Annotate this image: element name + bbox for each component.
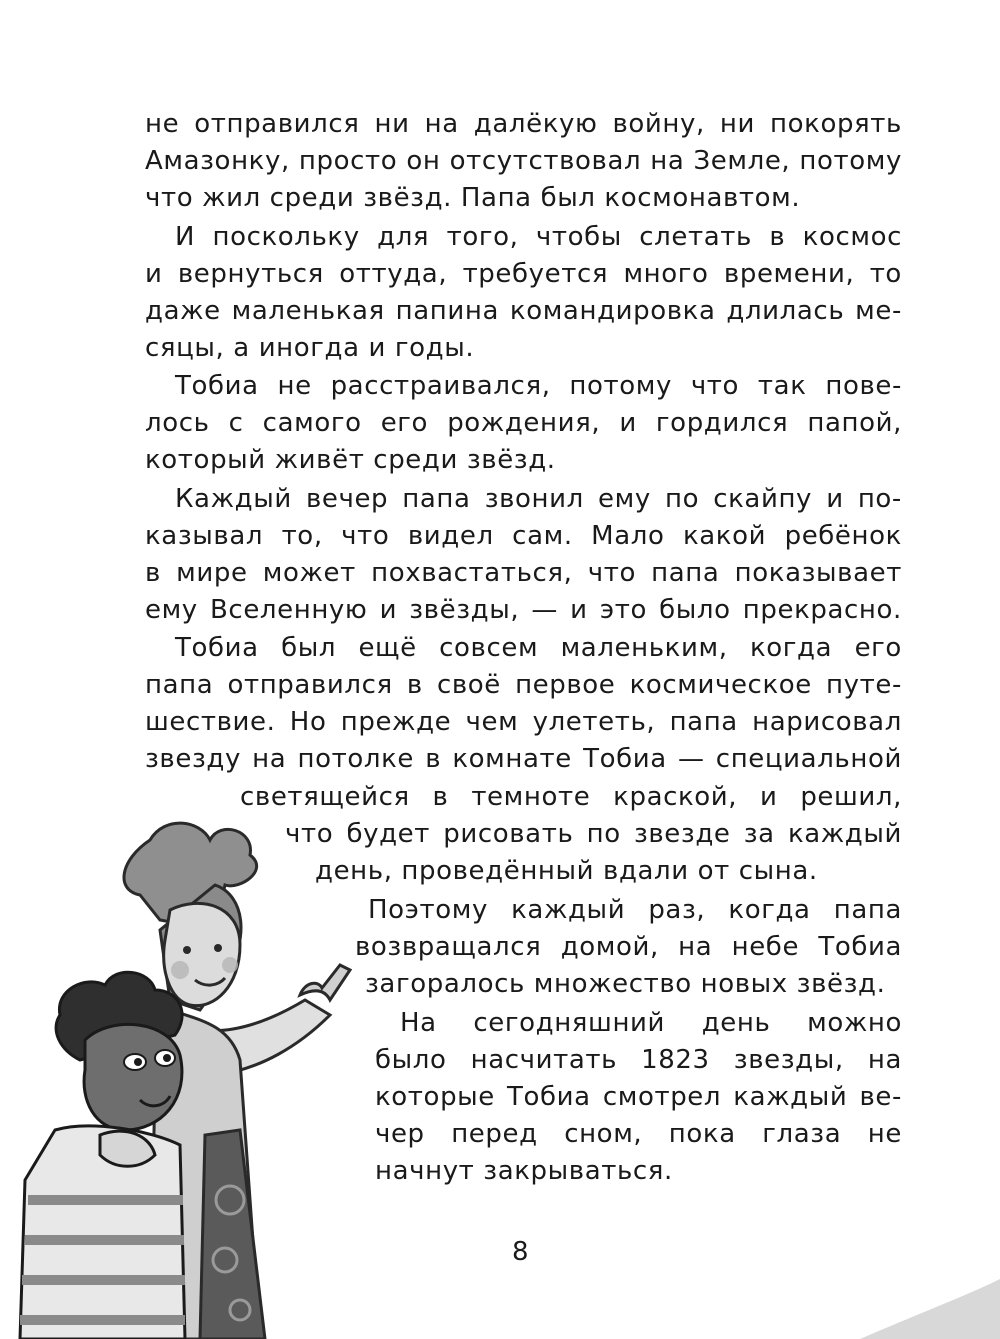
word: раз, xyxy=(648,895,706,925)
word: можно xyxy=(807,1008,902,1038)
text-line xyxy=(175,219,902,256)
word: в xyxy=(406,670,423,700)
word: и xyxy=(826,484,844,514)
text-line xyxy=(145,518,902,555)
word: ни xyxy=(719,109,756,139)
word: вернуться xyxy=(177,259,324,289)
word: на xyxy=(424,109,459,139)
word: в xyxy=(425,744,442,774)
text-line: который живёт среди звёзд. xyxy=(145,445,556,475)
word: комнате xyxy=(452,744,572,774)
text-line xyxy=(285,816,902,853)
word: не xyxy=(867,1119,902,1149)
word: то xyxy=(869,259,902,289)
text-line xyxy=(175,368,902,405)
word: прекрасно. xyxy=(742,595,902,625)
word: далёкую xyxy=(473,109,598,139)
word: казывал xyxy=(145,521,264,551)
word: перед xyxy=(451,1119,538,1149)
word: своё xyxy=(436,670,501,700)
word: ни xyxy=(374,109,410,139)
word: звезду xyxy=(145,744,241,774)
word: совсем xyxy=(439,633,539,663)
word: Тобиа xyxy=(818,932,902,962)
word: гордился xyxy=(655,408,789,438)
word: — xyxy=(531,595,558,625)
word: возвращался xyxy=(355,932,542,962)
word: сном, xyxy=(564,1119,643,1149)
word: его xyxy=(854,633,902,663)
illustration xyxy=(0,800,360,1339)
text-line xyxy=(175,481,902,518)
word: Поэтому xyxy=(368,895,488,925)
word: самого xyxy=(262,408,362,438)
word: смотрел xyxy=(602,1082,722,1112)
text-line xyxy=(375,1042,902,1079)
word: ребёнок xyxy=(784,521,902,551)
word: пове- xyxy=(825,371,902,401)
word: светящейся xyxy=(240,782,410,812)
word: было xyxy=(375,1045,447,1075)
word: на xyxy=(252,744,287,774)
word: отправился xyxy=(227,670,393,700)
word: 1823 xyxy=(641,1045,710,1075)
word: рождения, xyxy=(447,408,601,438)
word: папа xyxy=(833,895,902,925)
word: в xyxy=(769,222,786,252)
corner-smudge xyxy=(860,1279,1000,1339)
word: в xyxy=(432,782,449,812)
word: на xyxy=(867,1045,902,1075)
word: прежде xyxy=(340,707,452,737)
word: не xyxy=(145,109,180,139)
word: отсутствовал xyxy=(449,146,642,176)
word: сам. xyxy=(512,521,573,551)
word: папа xyxy=(669,707,738,737)
word: Амазонку, xyxy=(145,146,290,176)
word: лось xyxy=(145,408,210,438)
word: по xyxy=(664,484,700,514)
word: глаза xyxy=(762,1119,842,1149)
word: темноте xyxy=(471,782,591,812)
word: много xyxy=(623,259,709,289)
word: улететь, xyxy=(532,707,656,737)
word: ме- xyxy=(855,296,902,326)
word: день xyxy=(701,1008,771,1038)
text-line xyxy=(145,704,902,741)
word: каждый xyxy=(787,819,902,849)
word: На xyxy=(400,1008,437,1038)
word: ему xyxy=(598,484,651,514)
word: Мало xyxy=(591,521,665,551)
word: какой xyxy=(682,521,767,551)
word: требуется xyxy=(462,259,609,289)
word: для xyxy=(377,222,430,252)
word: и xyxy=(570,595,588,625)
word: на xyxy=(678,932,713,962)
word: чтобы xyxy=(535,222,622,252)
word: Тобиа xyxy=(507,1082,591,1112)
text-line xyxy=(145,592,902,629)
word: может xyxy=(262,558,356,588)
word: в xyxy=(145,558,161,588)
word: отправился xyxy=(194,109,360,139)
word: того, xyxy=(446,222,519,252)
word: будет xyxy=(346,819,430,849)
text-line xyxy=(400,1005,902,1042)
word: мире xyxy=(176,558,248,588)
word: длилась xyxy=(726,296,845,326)
word: шествие. xyxy=(145,707,276,737)
word: было xyxy=(659,595,731,625)
word: папина xyxy=(395,296,500,326)
word: его xyxy=(380,408,429,438)
word: времени, xyxy=(723,259,855,289)
word: папа xyxy=(402,484,471,514)
text-line xyxy=(175,630,902,667)
word: папа xyxy=(145,670,214,700)
word: видел xyxy=(407,521,494,551)
word: просто xyxy=(298,146,398,176)
word: даже xyxy=(145,296,221,326)
word: рисовать xyxy=(443,819,574,849)
word: путе- xyxy=(826,670,902,700)
word: что xyxy=(285,819,334,849)
word: Вселенную xyxy=(209,595,368,625)
word: с xyxy=(228,408,244,438)
word: это xyxy=(599,595,647,625)
text-line xyxy=(145,667,902,704)
word: звонил xyxy=(484,484,584,514)
word: похвастаться, xyxy=(371,558,573,588)
word: показывает xyxy=(734,558,902,588)
text-line: загоралось множество новых звёзд. xyxy=(365,969,886,999)
word: космическое xyxy=(629,670,812,700)
word: расстраивался, xyxy=(330,371,551,401)
word: И xyxy=(175,222,196,252)
word: за xyxy=(743,819,775,849)
word: и xyxy=(145,259,163,289)
word: ещё xyxy=(358,633,417,663)
word: ему xyxy=(145,595,198,625)
text-line: что жил среди звёзд. Папа был космонавтом. xyxy=(145,183,801,213)
word: каждый xyxy=(511,895,626,925)
word: каждый xyxy=(733,1082,848,1112)
word: пока xyxy=(668,1119,736,1149)
word: потолке xyxy=(297,744,414,774)
word: что xyxy=(341,521,390,551)
word: так xyxy=(757,371,807,401)
word: и xyxy=(379,595,398,625)
word: звёзды, xyxy=(409,595,520,625)
text-line: начнут закрываться. xyxy=(375,1156,673,1186)
word: войну, xyxy=(612,109,705,139)
word: ве- xyxy=(859,1082,902,1112)
text-line xyxy=(145,741,902,778)
word: по- xyxy=(857,484,902,514)
word: нарисовал xyxy=(752,707,902,737)
word: он xyxy=(406,146,441,176)
text-line xyxy=(145,143,902,180)
word: звезде xyxy=(633,819,731,849)
word: когда xyxy=(749,633,833,663)
text-line: сяцы, а иногда и годы. xyxy=(145,333,475,363)
word: и xyxy=(760,782,778,812)
word: Тобиа xyxy=(175,633,259,663)
text-line xyxy=(145,293,902,330)
word: потому xyxy=(569,371,672,401)
word: космос xyxy=(802,222,902,252)
word: не xyxy=(277,371,312,401)
word: специальной xyxy=(715,744,902,774)
word: что xyxy=(587,558,636,588)
word: вечер xyxy=(305,484,389,514)
word: чер xyxy=(375,1119,425,1149)
text-line xyxy=(375,1079,902,1116)
word: то, xyxy=(281,521,323,551)
word: маленькая xyxy=(231,296,385,326)
word: на xyxy=(650,146,685,176)
text-line xyxy=(375,1116,902,1153)
word: первое xyxy=(515,670,616,700)
word: папой, xyxy=(807,408,902,438)
word: небе xyxy=(731,932,800,962)
word: по xyxy=(586,819,621,849)
word: — xyxy=(677,744,705,774)
word: командировка xyxy=(509,296,716,326)
word: Тобиа xyxy=(175,371,259,401)
text-line xyxy=(355,929,902,966)
word: что xyxy=(690,371,740,401)
word: Каждый xyxy=(175,484,292,514)
word: краской, xyxy=(613,782,738,812)
word: решил, xyxy=(800,782,902,812)
word: когда xyxy=(728,895,811,925)
word: домой, xyxy=(560,932,659,962)
word: Но xyxy=(289,707,327,737)
word: сегодняшний xyxy=(473,1008,666,1038)
text-line xyxy=(145,405,902,442)
word: и xyxy=(619,408,637,438)
word: оттуда, xyxy=(339,259,448,289)
text-line xyxy=(145,555,902,592)
word: папа xyxy=(651,558,720,588)
word: поскольку xyxy=(212,222,360,252)
text-line: день, проведённый вдали от сына. xyxy=(315,856,818,886)
word: слетать xyxy=(639,222,752,252)
word: потому xyxy=(799,146,902,176)
page-number: 8 xyxy=(512,1237,529,1267)
text-line xyxy=(368,892,902,929)
word: был xyxy=(281,633,337,663)
word: насчитать xyxy=(470,1045,618,1075)
word: Земле, xyxy=(693,146,791,176)
text-line xyxy=(145,106,902,143)
word: маленьким, xyxy=(560,633,728,663)
word: Тобиа xyxy=(583,744,667,774)
word: которые xyxy=(375,1082,495,1112)
word: покорять xyxy=(770,109,902,139)
word: чем xyxy=(465,707,519,737)
text-line xyxy=(145,256,902,293)
word: звезды, xyxy=(733,1045,844,1075)
word: скайпу xyxy=(713,484,813,514)
